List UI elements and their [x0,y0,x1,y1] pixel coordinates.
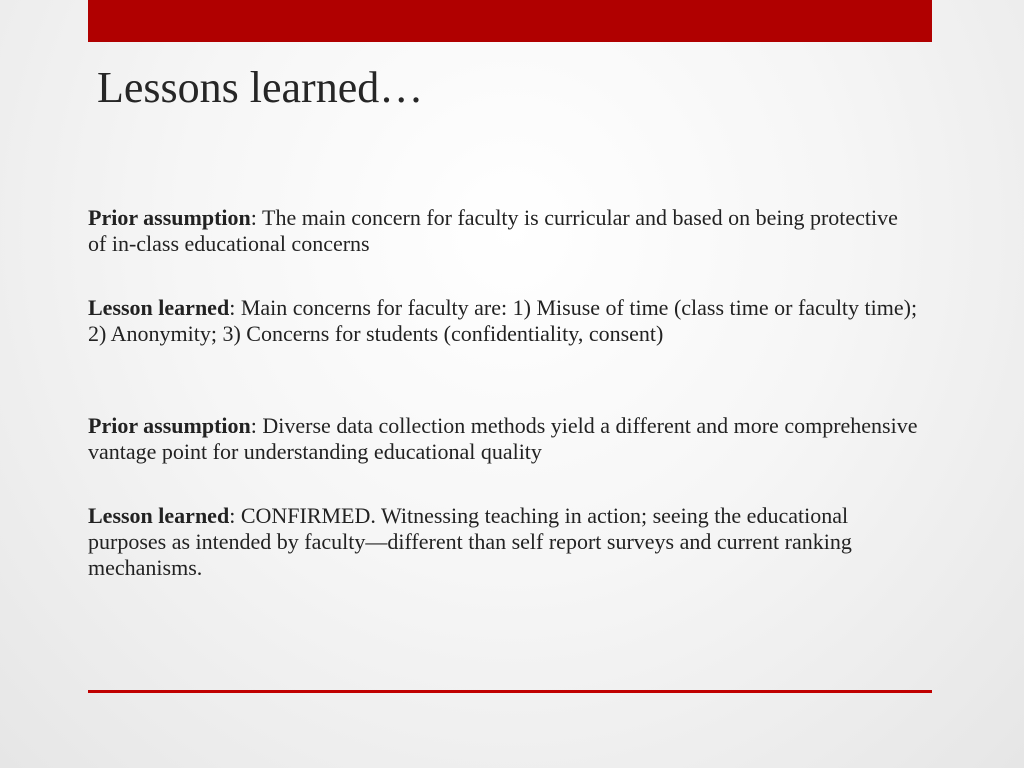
item-label: Lesson learned [88,295,230,320]
item-text: CONFIRMED. Witnessing teaching in action; seeing the educational purposes as intended by faculty—different than self report surveys and current ranking mechanisms. [88,503,852,580]
slide-title: Lessons learned… [97,63,424,112]
spacer [88,347,918,413]
top-accent-bar [88,0,932,42]
item-label: Prior assumption [88,413,251,438]
item-text: Diverse data collection methods yield a different and more comprehensive vantage point for understanding educational quality [88,413,918,464]
item-separator: : [229,295,241,320]
list-item-lesson-learned-1 [88,295,918,347]
item-separator: : [250,205,262,230]
spacer [88,257,918,295]
item-label: Lesson learned [88,503,230,528]
item-label: Prior assumption [88,205,251,230]
item-text: The main concern for faculty is curricular and based on being protective of in-class educational concerns [88,205,898,256]
bottom-accent-rule [88,690,932,693]
item-separator: : [229,503,241,528]
list-item-prior-assumption-2 [88,413,918,465]
slide-body [88,205,918,581]
list-item-lesson-learned-2 [88,503,918,581]
item-separator: : [250,413,263,438]
list-item-prior-assumption-1 [88,205,918,257]
item-text: Main concerns for faculty are: 1) Misuse of time (class time or faculty time); 2) Anonymity; 3) Concerns for students (confidentiality, consent) [88,295,918,346]
spacer [88,465,918,503]
